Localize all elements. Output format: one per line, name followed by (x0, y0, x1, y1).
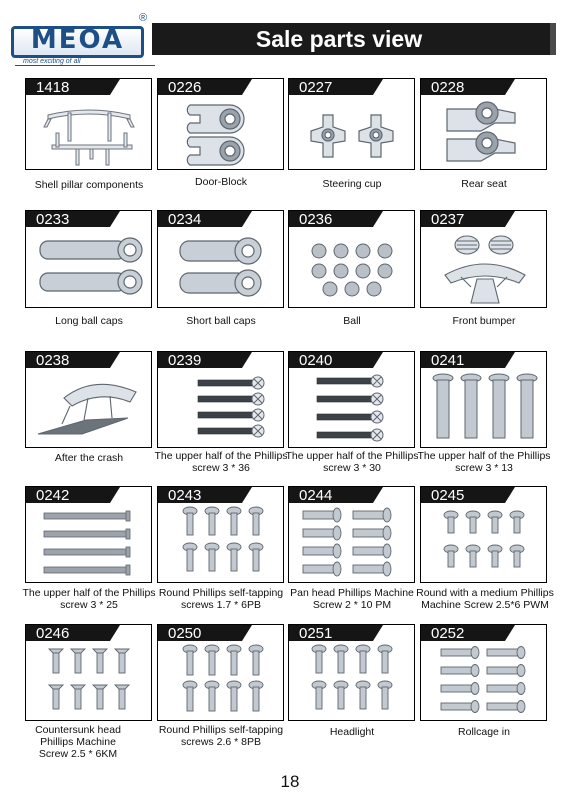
part-code: 0240 (289, 352, 373, 368)
tapping-screw-illustration (158, 641, 285, 722)
part-code: 0233 (26, 211, 110, 227)
part-code: 0236 (289, 211, 373, 227)
part-code: 0244 (289, 487, 373, 503)
part-card-0234 (157, 210, 284, 308)
part-card-0252 (420, 624, 547, 721)
brand-name: MEOA (30, 25, 125, 55)
part-card-0250 (157, 624, 284, 721)
part-caption: Round Phillips self-tapping screws 1.7 * 6PB (158, 587, 284, 611)
small-screw-illustration (421, 503, 548, 584)
part-card-0238 (25, 351, 152, 448)
part-caption: Ball (343, 315, 361, 327)
part-card-0228 (420, 78, 547, 170)
shell-pillar-illustration (26, 95, 153, 171)
part-card-0236 (288, 210, 415, 308)
part-caption: The upper half of the Phillips screw 3 * 25 (22, 587, 156, 611)
part-code: 0251 (289, 625, 373, 641)
part-card-0244 (288, 486, 415, 583)
part-card-0227 (288, 78, 415, 170)
part-card-0240 (288, 351, 415, 448)
part-caption: Round with a medium Phillips Machine Screw 2.5*6 PWM (416, 587, 554, 611)
part-caption: Pan head Phillips Machine Screw 2 * 10 PM (290, 587, 414, 611)
brand-underline (15, 65, 155, 66)
part-code: 0246 (26, 625, 110, 641)
rear-seat-illustration (421, 95, 548, 171)
part-code: 0226 (158, 79, 242, 95)
ball-illustration (289, 227, 416, 309)
part-code: 0245 (421, 487, 505, 503)
headlight-screw-illustration (289, 641, 416, 722)
part-code: 0242 (26, 487, 110, 503)
long-screw-illustration (158, 368, 285, 449)
brand-tagline: most exciting of all (23, 58, 81, 65)
front-bumper-illustration (421, 227, 548, 309)
part-code: 0250 (158, 625, 242, 641)
part-code: 0234 (158, 211, 242, 227)
part-caption: Rollcage in (458, 726, 510, 738)
long-ball-cap-illustration (26, 227, 153, 309)
door-block-illustration (158, 95, 285, 171)
part-caption: Front bumper (452, 315, 516, 327)
part-caption: Short ball caps (186, 315, 256, 327)
steering-cup-illustration (289, 95, 416, 171)
part-caption: Rear seat (461, 178, 507, 190)
short-screw-illustration (421, 368, 548, 449)
part-code: 0243 (158, 487, 242, 503)
rollcage-screw-illustration (421, 641, 548, 722)
part-caption: The upper half of the Phillips screw 3 * 36 (154, 450, 288, 474)
part-card-0239 (157, 351, 284, 448)
part-caption: Steering cup (322, 178, 382, 190)
page-number: 18 (280, 772, 300, 791)
part-code: 0239 (158, 352, 242, 368)
part-caption: Headlight (329, 726, 375, 738)
part-code: 0252 (421, 625, 505, 641)
part-card-0245 (420, 486, 547, 583)
part-caption: Door-Block (195, 176, 247, 188)
part-caption: The upper half of the Phillips screw 3 * 30 (285, 450, 419, 474)
countersunk-screw-illustration (26, 641, 153, 722)
short-ball-cap-illustration (158, 227, 285, 309)
part-card-0243 (157, 486, 284, 583)
long-screw-illustration (289, 368, 416, 449)
part-card-0226 (157, 78, 284, 170)
long-screw-illustration (26, 503, 153, 584)
part-caption: After the crash (54, 452, 124, 464)
part-code: 1418 (26, 79, 110, 95)
part-card-0233 (25, 210, 152, 308)
part-code: 0237 (421, 211, 505, 227)
page-title: Sale parts view (255, 26, 423, 52)
part-card-0237 (420, 210, 547, 308)
part-card-0242 (25, 486, 152, 583)
part-code: 0228 (421, 79, 505, 95)
rear-bumper-illustration (26, 368, 153, 449)
part-caption: Round Phillips self-tapping screws 2.6 * 8PB (158, 724, 284, 748)
part-code: 0241 (421, 352, 505, 368)
part-code: 0238 (26, 352, 110, 368)
registered-mark: ® (139, 12, 148, 24)
tapping-screw-illustration (158, 503, 285, 584)
part-caption: Countersunk head Phillips Machine Screw 2.5 * 6KM (35, 724, 121, 760)
part-caption: The upper half of the Phillips screw 3 * 13 (417, 450, 551, 474)
part-caption: Long ball caps (55, 315, 123, 327)
part-card-0251 (288, 624, 415, 721)
title-bar (152, 23, 556, 55)
part-code: 0227 (289, 79, 373, 95)
part-card-0246 (25, 624, 152, 721)
part-caption: Shell pillar components (34, 179, 144, 191)
part-card-0241 (420, 351, 547, 448)
part-card-1418 (25, 78, 152, 170)
pan-screw-illustration (289, 503, 416, 584)
